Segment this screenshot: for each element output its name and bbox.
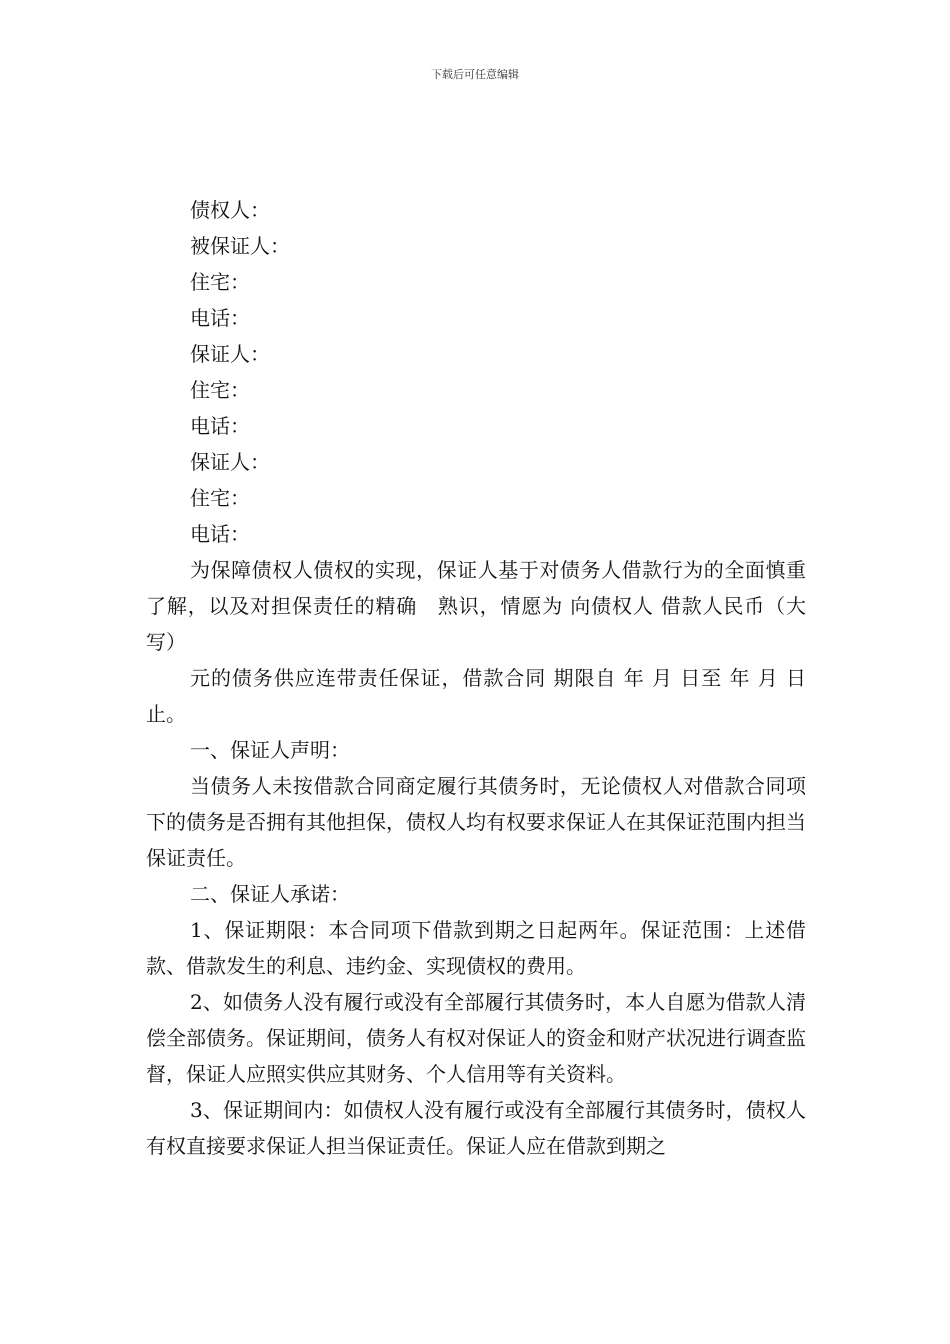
- amount-paragraph: 元的债务供应连带责任保证，借款合同 期限自 年 月 日至 年 月 日止。: [146, 666, 806, 726]
- clause-paragraph: 3、保证期间内：如债权人没有履行或没有全部履行其债务时，债权人有权直接要求保证人担当保证责任。保证人应在借款到期之: [146, 1098, 806, 1158]
- declaration-paragraph: 当债务人未按借款合同商定履行其债务时，无论债权人对借款合同项下的债务是否拥有其他担保，债权人均有权要求保证人在其保证范围内担当保证责任。: [146, 774, 806, 870]
- phone-field: 电话：: [190, 414, 250, 438]
- section-heading: 二、保证人承诺：: [190, 882, 350, 906]
- clause-paragraph: 2、如债务人没有履行或没有全部履行其债务时，本人自愿为借款人清偿全部债务。保证期间，债务人有权对保证人的资金和财产状况进行调查监督，保证人应照实供应其财务、个人信用等有关资料。: [146, 990, 806, 1086]
- guarantor-field: 保证人：: [190, 450, 270, 474]
- section-heading: 一、保证人声明：: [190, 738, 350, 762]
- guaranteed-party-field: 被保证人：: [190, 234, 290, 258]
- document-body: [146, 192, 806, 1164]
- residence-field: 住宅：: [190, 486, 250, 510]
- clause-paragraph: 1、保证期限：本合同项下借款到期之日起两年。保证范围：上述借款、借款发生的利息、违约金、实现债权的费用。: [146, 918, 806, 978]
- page-header: 下载后可任意编辑: [431, 68, 519, 81]
- guarantor-field: 保证人：: [190, 342, 270, 366]
- phone-field: 电话：: [190, 306, 250, 330]
- residence-field: 住宅：: [190, 270, 250, 294]
- creditor-field: 债权人：: [190, 198, 270, 222]
- intro-paragraph: 为保障债权人债权的实现，保证人基于对债务人借款行为的全面慎重了解，以及对担保责任的精确 熟识，情愿为 向债权人 借款人民币（大写）: [146, 558, 806, 654]
- phone-field: 电话：: [190, 522, 250, 546]
- residence-field: 住宅：: [190, 378, 250, 402]
